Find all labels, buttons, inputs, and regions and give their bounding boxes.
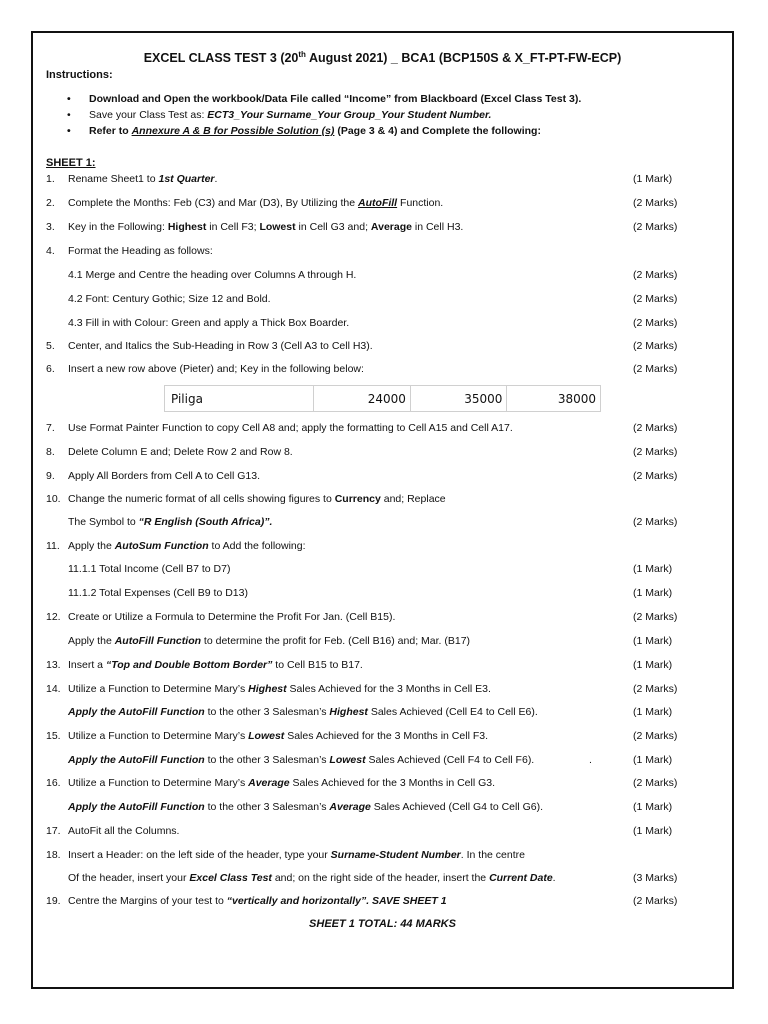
instruction-bullet-save: • Save your Class Test as: ECT3_Your Surname_Your Group_Your Student Number. (67, 109, 492, 121)
question-12: 12. Create or Utilize a Formula to Determine the Profit For Jan. (Cell B15). (46, 611, 396, 623)
question-10-mark: (2 Marks) (633, 516, 678, 528)
piliga-feb-cell: 35000 (411, 386, 508, 411)
question-9-mark: (2 Marks) (633, 470, 678, 482)
question-17-mark: (1 Mark) (633, 825, 673, 837)
question-4-2-mark: (2 Marks) (633, 293, 678, 305)
question-12-continued: Apply the AutoFill Function to determine the profit for Feb. (Cell B16) and; Mar. (B17) (68, 635, 471, 647)
question-9: 9. Apply All Borders from Cell A to Cell G13. (46, 470, 260, 482)
question-14-mark: (2 Marks) (633, 683, 678, 695)
question-19: 19. Centre the Margins of your test to “vertically and horizontally”. SAVE SHEET 1 (46, 895, 447, 907)
question-4: 4. Format the Heading as follows: (46, 245, 213, 257)
page-title: EXCEL CLASS TEST 3 (20th August 2021) _ BCA1 (BCP150S & X_FT-PT-FW-ECP) (143, 50, 622, 66)
question-18-continued: Of the header, insert your Excel Class Test and; on the right side of the header, insert the Current Date. (68, 872, 556, 884)
question-15-mark: (2 Marks) (633, 730, 678, 742)
question-16-continued: Apply the AutoFill Function to the other 3 Salesman’s Average Sales Achieved (Cell G4 to Cell G6). (68, 801, 544, 813)
question-7-mark: (2 Marks) (633, 422, 678, 434)
question-10: 10. Change the numeric format of all cells showing figures to Currency and; Replace (46, 493, 446, 505)
question-13: 13. Insert a “Top and Double Bottom Border” to Cell B15 to B17. (46, 659, 363, 671)
question-4-2: 4.2 Font: Century Gothic; Size 12 and Bold. (68, 293, 271, 305)
question-10-continued: The Symbol to “R English (South Africa)”. (68, 516, 273, 528)
question-15-continued: Apply the AutoFill Function to the other 3 Salesman’s Lowest Sales Achieved (Cell F4 to Cell F6). (68, 754, 535, 766)
question-1: 1. Rename Sheet1 to 1st Quarter. (46, 173, 218, 185)
question-16-continued-mark: (1 Mark) (633, 801, 673, 813)
question-11-1-1: 11.1.1 Total Income (Cell B7 to D7) (68, 563, 231, 575)
question-14: 14. Utilize a Function to Determine Mary’s Highest Sales Achieved for the 3 Months in Cell E3. (46, 683, 491, 695)
piliga-data-row (164, 385, 601, 412)
instruction-bullet-download: • Download and Open the workbook/Data File called “Income” from Blackboard (Excel Class Test 3). (67, 93, 582, 105)
question-16-mark: (2 Marks) (633, 777, 678, 789)
instructions-label: Instructions: (46, 69, 113, 81)
question-14-continued-mark: (1 Mark) (633, 706, 673, 718)
sheet-heading: SHEET 1: (46, 157, 96, 169)
question-11-1-2-mark: (1 Mark) (633, 587, 673, 599)
question-6: 6. Insert a new row above (Pieter) and; Key in the following below: (46, 363, 364, 375)
question-12-continued-mark: (1 Mark) (633, 635, 673, 647)
question-8-mark: (2 Marks) (633, 446, 678, 458)
question-4-3-mark: (2 Marks) (633, 317, 678, 329)
question-14-continued: Apply the AutoFill Function to the other 3 Salesman’s Highest Sales Achieved (Cell E4 to Cell E6). (68, 706, 538, 718)
piliga-jan-cell: 24000 (314, 386, 411, 411)
question-3: 3. Key in the Following: Highest in Cell F3; Lowest in Cell G3 and; Average in Cell H3. (46, 221, 464, 233)
question-12-mark: (2 Marks) (633, 611, 678, 623)
question-2: 2. Complete the Months: Feb (C3) and Mar (D3), By Utilizing the AutoFill Function. (46, 197, 444, 209)
question-8: 8. Delete Column E and; Delete Row 2 and Row 8. (46, 446, 293, 458)
question-1-mark: (1 Mark) (633, 173, 673, 185)
question-11-1-2: 11.1.2 Total Expenses (Cell B9 to D13) (68, 587, 248, 599)
question-3-mark: (2 Marks) (633, 221, 678, 233)
test-page (31, 31, 734, 989)
instruction-bullet-refer: • Refer to Annexure A & B for Possible Solution (s) (Page 3 & 4) and Complete the following: (67, 125, 541, 137)
question-11: 11. Apply the AutoSum Function to Add the following: (46, 540, 306, 552)
question-15: 15. Utilize a Function to Determine Mary’s Lowest Sales Achieved for the 3 Months in Cell F3. (46, 730, 488, 742)
question-11-1-1-mark: (1 Mark) (633, 563, 673, 575)
question-13-mark: (1 Mark) (633, 659, 673, 671)
question-4-3: 4.3 Fill in with Colour: Green and apply a Thick Box Boarder. (68, 317, 350, 329)
question-15-continued-mark: (1 Mark) (633, 754, 673, 766)
piliga-name-cell: Piliga (165, 386, 314, 411)
stray-dot: . (589, 754, 592, 766)
question-6-mark: (2 Marks) (633, 363, 678, 375)
question-18: 18. Insert a Header: on the left side of the header, type your Surname-Student Number. In the centre (46, 849, 525, 861)
question-17: 17. AutoFit all the Columns. (46, 825, 180, 837)
question-7: 7. Use Format Painter Function to copy Cell A8 and; apply the formatting to Cell A15 and Cell A17. (46, 422, 513, 434)
question-16: 16. Utilize a Function to Determine Mary’s Average Sales Achieved for the 3 Months in Cell G3. (46, 777, 496, 789)
question-19-mark: (2 Marks) (633, 895, 678, 907)
sheet-total: SHEET 1 TOTAL: 44 MARKS (309, 918, 456, 930)
question-18-mark: (3 Marks) (633, 872, 678, 884)
piliga-mar-cell: 38000 (557, 391, 597, 406)
question-5: 5. Center, and Italics the Sub-Heading in Row 3 (Cell A3 to Cell H3). (46, 340, 373, 352)
question-4-1-mark: (2 Marks) (633, 269, 678, 281)
question-2-mark: (2 Marks) (633, 197, 678, 209)
question-5-mark: (2 Marks) (633, 340, 678, 352)
question-4-1: 4.1 Merge and Centre the heading over Columns A through H. (68, 269, 357, 281)
